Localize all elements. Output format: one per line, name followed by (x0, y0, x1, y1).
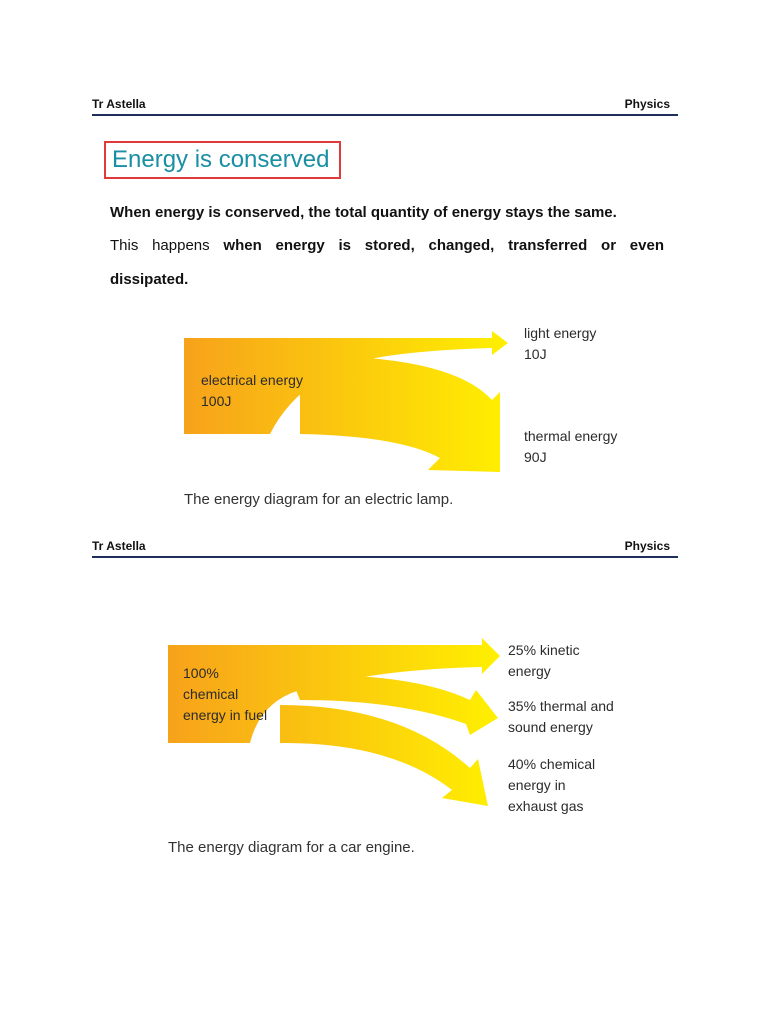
engine-kinetic-label (508, 640, 580, 682)
author-name: Tr Astella (92, 97, 146, 111)
lamp-thermal-name: thermal energy (524, 428, 618, 444)
lamp-input-label (201, 370, 303, 412)
lamp-light-value: 10J (524, 346, 547, 362)
engine-kinetic-line1: 25% kinetic (508, 642, 580, 658)
page-header-2 (92, 538, 678, 558)
lamp-input-name: electrical energy (201, 372, 303, 388)
engine-input-label (183, 663, 267, 726)
lamp-light-label (524, 323, 596, 365)
author-name: Tr Astella (92, 539, 146, 553)
subject-name: Physics (624, 97, 670, 111)
engine-exhaust-line2: energy in (508, 777, 566, 793)
lamp-input-value: 100J (201, 393, 232, 409)
engine-thermal-line1: 35% thermal and (508, 698, 614, 714)
explanation-continuation: dissipated. (110, 271, 189, 288)
engine-caption: The energy diagram for a car engine. (168, 839, 415, 856)
engine-input-line1: 100% (183, 665, 219, 681)
lamp-thermal-value: 90J (524, 449, 547, 465)
engine-input-line3: energy in fuel (183, 707, 268, 723)
lamp-thermal-arrow (300, 356, 500, 472)
conservation-statement: When energy is conserved, the total quantity of energy stays the same. (110, 204, 617, 221)
engine-input-line2: chemical (183, 686, 239, 702)
engine-exhaust-line3: exhaust gas (508, 798, 584, 814)
engine-kinetic-line2: energy (508, 663, 551, 679)
lamp-thermal-label (524, 426, 617, 468)
lamp-light-name: light energy (524, 325, 597, 341)
engine-exhaust-label (508, 754, 595, 817)
engine-exhaust-line1: 40% chemical (508, 756, 596, 772)
lamp-caption: The energy diagram for an electric lamp. (184, 491, 454, 508)
engine-thermal-line2: sound energy (508, 719, 593, 735)
engine-thermal-label (508, 696, 614, 738)
explanation-plain: This happens (110, 237, 210, 254)
subject-name: Physics (624, 539, 670, 553)
explanation-bold: when energy is stored, changed, transferred or even (223, 237, 665, 254)
page-title: Energy is conserved (112, 146, 330, 173)
